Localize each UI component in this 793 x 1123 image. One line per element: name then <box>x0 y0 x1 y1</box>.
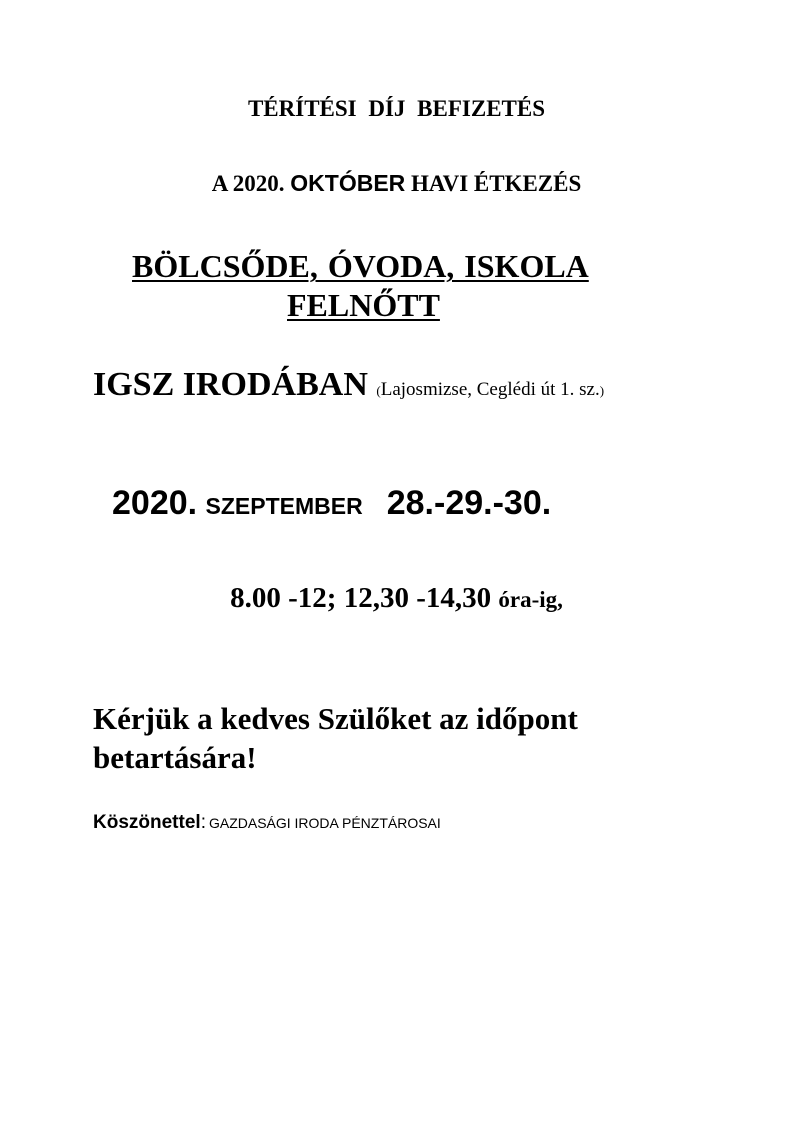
date-days: 28.-29.-30. <box>386 484 552 522</box>
payment-place <box>93 366 604 404</box>
notice-title: TÉRÍTÉSI DÍJ BEFIZETÉS <box>247 96 546 121</box>
subtitle-month: OKTÓBER <box>290 170 406 196</box>
hours-suffix: óra-ig, <box>498 587 563 612</box>
office-hours <box>0 582 793 615</box>
address-close-paren: ) <box>599 383 605 398</box>
thanks-from: GAZDASÁGI IRODA PÉNZTÁROSAI <box>208 815 441 831</box>
payment-dates <box>112 484 551 523</box>
subtitle-prefix: A 2020. <box>211 171 291 196</box>
groups-line-1: BÖLCSŐDE, ÓVODA, ISKOLA <box>132 248 589 284</box>
address-open-paren: ( <box>376 383 381 398</box>
place-address <box>376 379 604 400</box>
thanks-label: Köszönettel <box>93 812 201 833</box>
date-year: 2020. <box>112 484 198 522</box>
request-line-2: betartására! <box>93 740 257 775</box>
notice-subtitle <box>0 170 793 197</box>
groups-line-2: FELNŐTT <box>287 287 440 323</box>
hours-range: 8.00 -12; 12,30 -14,30 <box>230 582 499 614</box>
subtitle-suffix: HAVI ÉTKEZÉS <box>405 171 582 196</box>
thanks-signature <box>93 812 441 834</box>
date-month: SZEPTEMBER <box>205 493 363 519</box>
thanks-colon: : <box>200 812 206 833</box>
place-name: IGSZ IRODÁBAN <box>93 366 377 403</box>
address-text: Lajosmizse, Ceglédi út 1. sz. <box>380 379 600 400</box>
request-line-1: Kérjük a kedves Szülőket az időpont <box>93 701 578 736</box>
